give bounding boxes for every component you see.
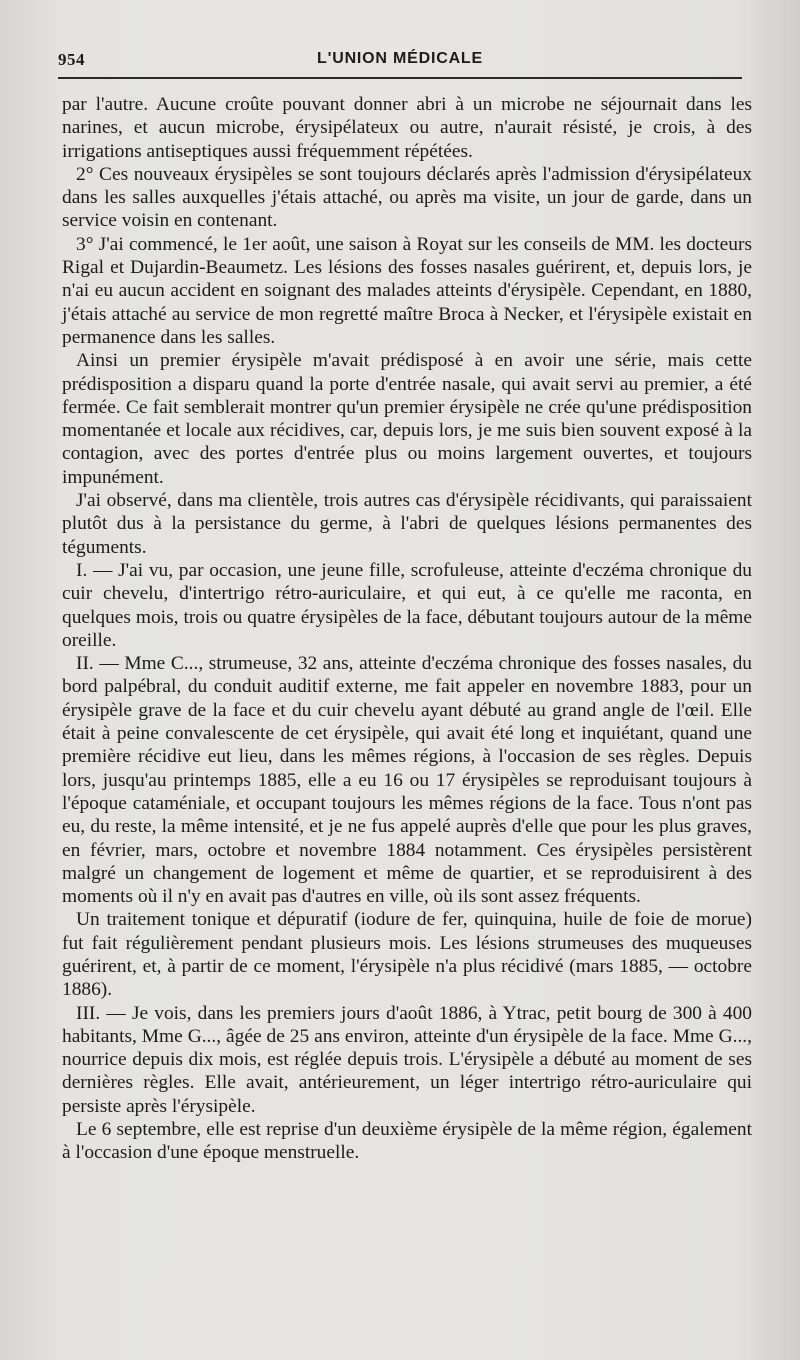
paragraph-predisposition: Ainsi un premier érysipèle m'avait prédisposé à en avoir une série, mais cette prédisposition a disparu quand la porte d'entrée nasale, qui avait servi au premier, a été fermée. Ce fait semblerait montrer qu'un premier érysipèle ne crée qu'une prédisposition momentanée et locale aux récidives, car, depuis lors, je me suis bien souvent exposé à la contagion, avec des portes d'entrée plus ou moins largement ouvertes, et toujours impunément. xyxy=(62,350,752,488)
paragraph-case-3: III. — Je vois, dans les premiers jours d'août 1886, à Ytrac, petit bourg de 300 à 400 habitants, Mme G..., âgée de 25 ans environ, atteinte d'un érysipèle de la face. Mme G..., nourrice depuis dix mois, est réglée depuis trois. L'érysipèle a débuté au moment de ses dernières règles. Elle avait, antérieurement, un léger intertrigo rétro-auriculaire qui persiste après l'érysipèle. xyxy=(62,1002,752,1117)
paragraph-point-2: 2° Ces nouveaux érysipèles se sont toujours déclarés après l'admission d'érysipélateux dans les salles auxquelles j'étais attaché, ou après ma visite, un jour de garde, dans un service voisin en contenant. xyxy=(62,163,752,232)
paragraph-treatment: Un traitement tonique et dépuratif (iodure de fer, quinquina, huile de foie de morue) fut fait régulièrement pendant plusieurs mois. Les lésions strumeuses des muqueuses guérirent, et, à partir de ce moment, l'érysipèle n'a plus récidivé (mars 1885, — octobre 1886). xyxy=(62,909,752,1001)
paragraph-case-1: I. — J'ai vu, par occasion, une jeune fille, scrofuleuse, atteinte d'eczéma chronique du cuir chevelu, d'intertrigo rétro-auriculaire, et qui eut, à ce qu'elle me raconta, en quelques mois, trois ou quatre érysipèles de la face, débutant toujours autour de la même oreille. xyxy=(62,559,752,651)
page-number: 954 xyxy=(58,50,85,69)
paragraph-case-2: II. — Mme C..., strumeuse, 32 ans, atteinte d'eczéma chronique des fosses nasales, du bord palpébral, du conduit auditif externe, me fait appeler en novembre 1883, pour un érysipèle grave de la face et du cuir chevelu ayant débuté au grand angle de l'œil. Elle était à peine convalescente de cet érysipèle, qui avait été long et inquiétant, quand une première récidive eut lieu, dans les mêmes régions, à l'occasion de ses règles. Depuis lors, jusqu'au printemps 1885, elle a eu 16 ou 17 érysipèles se reproduisant toujours à l'époque cataméniale, et occupant toujours les mêmes régions de la face. Tous n'ont pas eu, du reste, la même intensité, et je ne fus appelé auprès d'elle que pour les plus graves, en février, mars, octobre et novembre 1884 notamment. Ces érysipèles persistèrent malgré un changement de logement et même de quartier, et se reproduisirent à des moments où il n'y en avait pas d'autres en ville, où ils sont assez fréquents. xyxy=(62,653,752,908)
paragraph-september-relapse: Le 6 septembre, elle est reprise d'un deuxième érysipèle de la même région, également à l'occasion d'une époque menstruelle. xyxy=(62,1119,752,1164)
article-body xyxy=(62,93,752,1165)
paragraph-point-3: 3° J'ai commencé, le 1er août, une saison à Royat sur les conseils de MM. les docteurs Rigal et Dujardin-Beaumetz. Les lésions des fosses nasales guérirent, et, depuis lors, je n'ai eu aucun accident en soignant des malades atteints d'érysipèle. Cependant, en 1880, j'étais attaché au service de mon regretté maître Broca à Necker, et l'érysipèle existait en permanence dans les salles. xyxy=(62,233,752,348)
header-rule xyxy=(58,77,742,79)
paragraph-observed-cases: J'ai observé, dans ma clientèle, trois autres cas d'érysipèle récidivants, qui paraissaient plutôt dus à la persistance du germe, à l'abri de quelques lésions permanentes des téguments. xyxy=(62,490,752,558)
paragraph-continuation: par l'autre. Aucune croûte pouvant donner abri à un microbe ne séjournait dans les narines, et aucun microbe, érysipélateux ou autre, n'aurait résisté, je crois, à des irrigations antiseptiques aussi fréquemment répétées. xyxy=(62,94,752,162)
page-header xyxy=(58,44,742,74)
journal-title: L'UNION MÉDICALE xyxy=(317,50,483,67)
